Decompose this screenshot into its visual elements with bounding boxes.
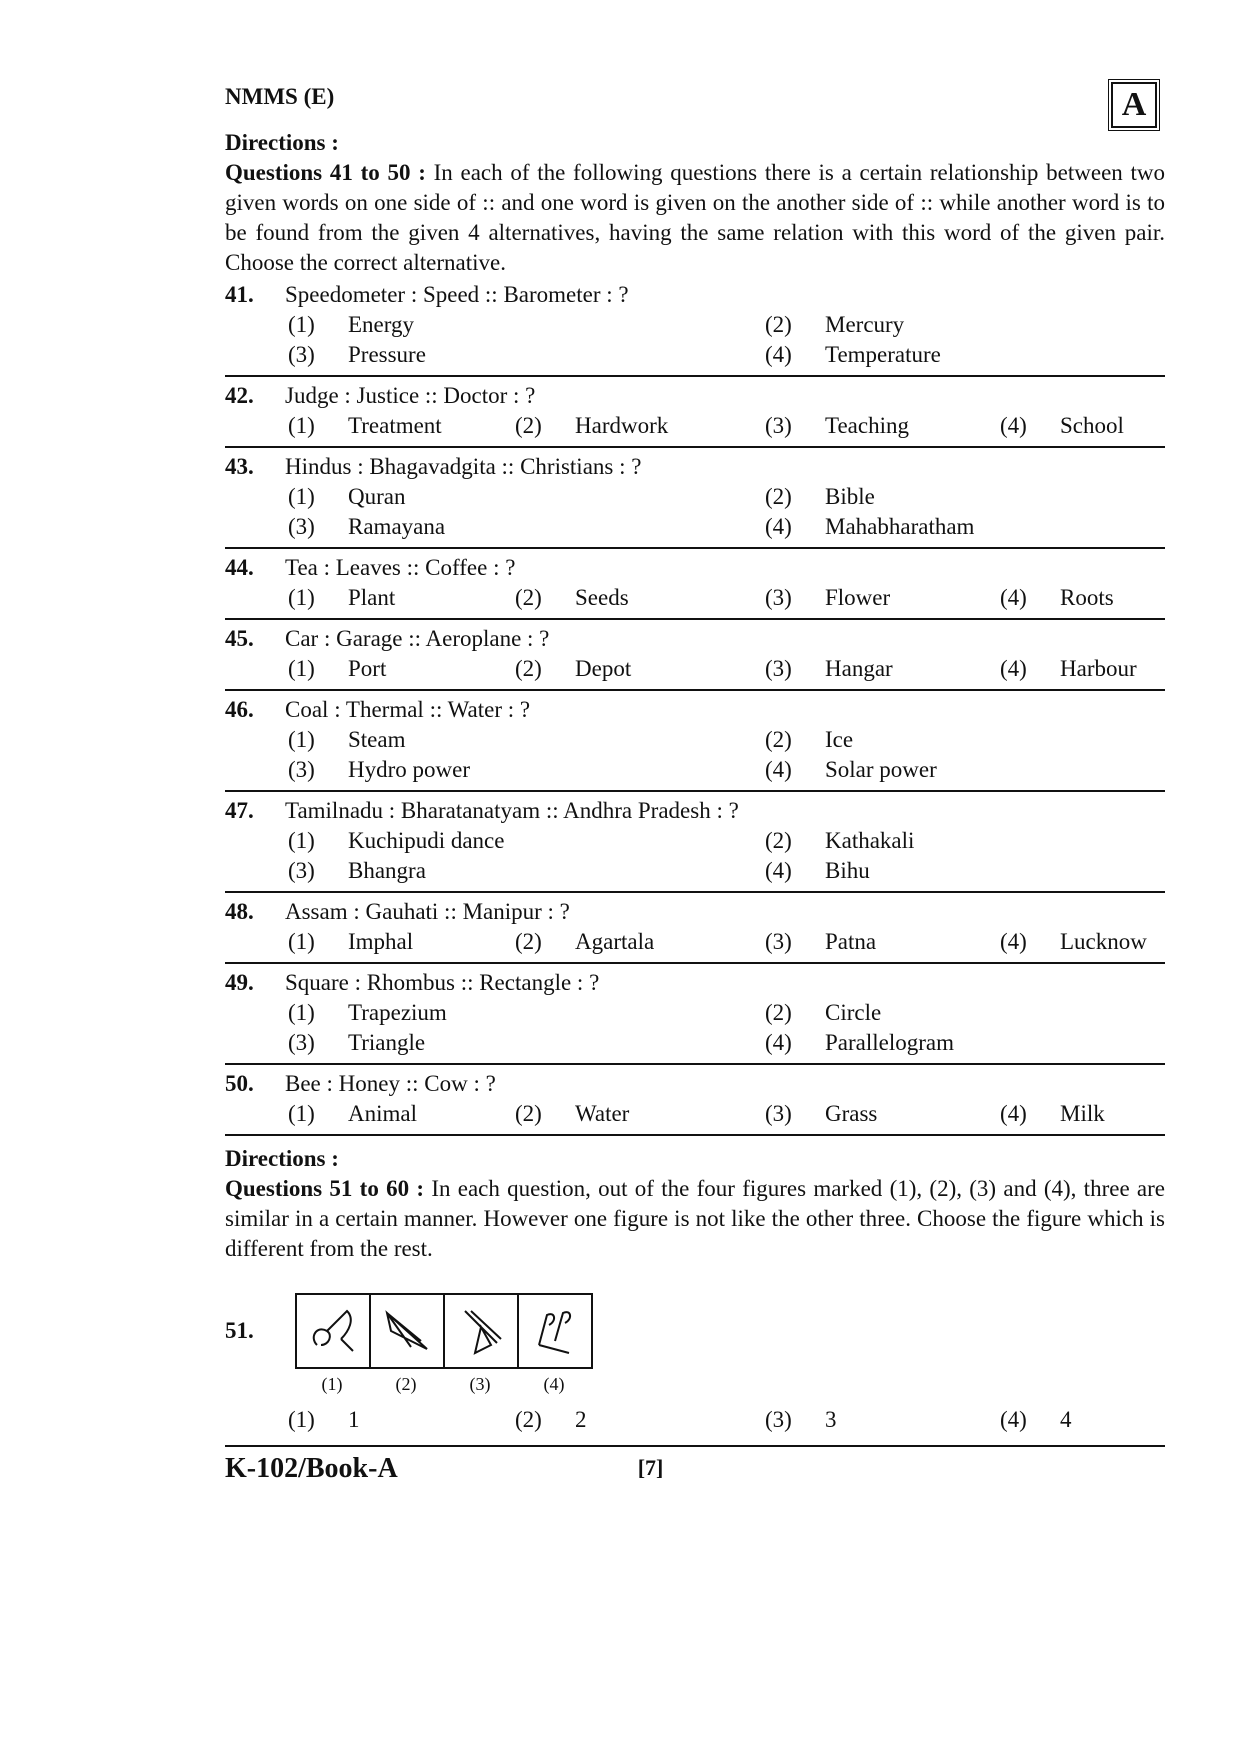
option-4[interactable]: (4) School <box>1000 413 1124 438</box>
option-1[interactable]: (1) Imphal <box>288 929 414 954</box>
figure-labels <box>295 1374 1165 1395</box>
option-1[interactable]: (1) Animal <box>288 1101 417 1126</box>
option-3[interactable]: (3) 3 <box>765 1407 837 1432</box>
figure-label: (4) <box>543 1374 565 1394</box>
question-43 <box>225 448 1165 549</box>
directions-range: Questions 41 to 50 : <box>225 160 426 185</box>
option-3[interactable]: (3) Bhangra <box>288 858 426 883</box>
directions-51-60 <box>225 1144 1165 1264</box>
option-2[interactable]: (2) Water <box>515 1101 630 1126</box>
option-1[interactable]: (1) Steam <box>288 727 406 752</box>
question-45 <box>225 620 1165 691</box>
option-2[interactable]: (2) Seeds <box>515 585 629 610</box>
page-header <box>225 78 1165 128</box>
option-1[interactable]: (1) Energy <box>288 312 415 337</box>
directions-41-50 <box>225 128 1165 278</box>
figure-label: (1) <box>321 1374 343 1394</box>
question-number: 44. <box>225 555 254 580</box>
question-number: 51. <box>225 1318 254 1343</box>
question-number: 42. <box>225 383 254 408</box>
question-number: 49. <box>225 970 254 995</box>
figure-3-drawing <box>451 1301 511 1361</box>
question-text: Coal : Thermal :: Water : ? <box>285 697 531 722</box>
paper-code: NMMS (E) <box>225 84 335 109</box>
figure-4-drawing <box>525 1301 585 1361</box>
option-1[interactable]: (1) Treatment <box>288 413 442 438</box>
directions-range: Questions 51 to 60 : <box>225 1176 425 1201</box>
question-text: Tamilnadu : Bharatanatyam :: Andhra Pradesh : ? <box>285 798 739 823</box>
question-text: Judge : Justice :: Doctor : ? <box>285 383 536 408</box>
option-3[interactable]: (3) Hydro power <box>288 757 470 782</box>
book-code: K-102/Book-A <box>225 1453 398 1484</box>
question-46 <box>225 691 1165 792</box>
question-44 <box>225 549 1165 620</box>
option-2[interactable]: (2) Depot <box>515 656 632 681</box>
figure-1[interactable] <box>297 1295 371 1367</box>
question-text: Square : Rhombus :: Rectangle : ? <box>285 970 600 995</box>
figure-label: (3) <box>469 1374 491 1394</box>
question-number: 47. <box>225 798 254 823</box>
question-51 <box>225 1292 1165 1447</box>
option-4[interactable]: (4) Parallelogram <box>765 1030 955 1055</box>
figure-label: (2) <box>395 1374 417 1394</box>
option-2[interactable]: (2) Mercury <box>765 312 905 337</box>
question-number: 43. <box>225 454 254 479</box>
option-1[interactable]: (1) Trapezium <box>288 1000 447 1025</box>
option-1[interactable]: (1) Quran <box>288 484 406 509</box>
question-42 <box>225 377 1165 448</box>
figure-4[interactable] <box>519 1295 591 1367</box>
question-50 <box>225 1065 1165 1136</box>
question-number: 41. <box>225 282 254 307</box>
option-1[interactable]: (1) Port <box>288 656 387 681</box>
option-4[interactable]: (4) Lucknow <box>1000 929 1147 954</box>
question-number: 46. <box>225 697 254 722</box>
directions-text <box>225 1174 1165 1264</box>
question-text: Hindus : Bhagavadgita :: Christians : ? <box>285 454 642 479</box>
option-4[interactable]: (4) 4 <box>1000 1407 1072 1432</box>
page-footer <box>225 1453 1165 1485</box>
figure-3[interactable] <box>445 1295 519 1367</box>
option-3[interactable]: (3) Teaching <box>765 413 909 438</box>
option-2[interactable]: (2) Bible <box>765 484 875 509</box>
page-number: [7] <box>637 1455 664 1480</box>
figure-2-drawing <box>377 1301 437 1361</box>
option-4[interactable]: (4) Temperature <box>765 342 941 367</box>
option-4[interactable]: (4) Harbour <box>1000 656 1137 681</box>
directions-text <box>225 158 1165 278</box>
option-3[interactable]: (3) Patna <box>765 929 877 954</box>
question-text: Bee : Honey :: Cow : ? <box>285 1071 496 1096</box>
figure-2[interactable] <box>371 1295 445 1367</box>
option-2[interactable]: (2) Agartala <box>515 929 655 954</box>
figure-1-drawing <box>303 1301 363 1361</box>
booklet-letter: A <box>1111 82 1157 128</box>
option-3[interactable]: (3) Hangar <box>765 656 893 681</box>
option-1[interactable]: (1) Plant <box>288 585 396 610</box>
directions-title: Directions : <box>225 130 339 155</box>
question-49 <box>225 964 1165 1065</box>
question-number: 45. <box>225 626 254 651</box>
option-1[interactable]: (1) Kuchipudi dance <box>288 828 505 853</box>
option-3[interactable]: (3) Pressure <box>288 342 426 367</box>
option-4[interactable]: (4) Solar power <box>765 757 937 782</box>
option-4[interactable]: (4) Roots <box>1000 585 1114 610</box>
directions-body: In each of the following questions there is a certain relationship between two given words on one side of :: and one word is given on the another side of :: while another word is to be found from the given 4 alternatives, having the same relation with this word of the given pair. Choose the correct alternative. <box>225 160 1166 275</box>
question-47 <box>225 792 1165 893</box>
option-2[interactable]: (2) Ice <box>765 727 854 752</box>
option-2[interactable]: (2) Hardwork <box>515 413 669 438</box>
option-4[interactable]: (4) Bihu <box>765 858 870 883</box>
question-number: 48. <box>225 899 254 924</box>
option-4[interactable]: (4) Milk <box>1000 1101 1105 1126</box>
option-2[interactable]: (2) 2 <box>515 1407 587 1432</box>
question-text: Tea : Leaves :: Coffee : ? <box>285 555 516 580</box>
question-text: Car : Garage :: Aeroplane : ? <box>285 626 550 651</box>
question-text: Assam : Gauhati :: Manipur : ? <box>285 899 570 924</box>
option-4[interactable]: (4) Mahabharatham <box>765 514 975 539</box>
question-number: 50. <box>225 1071 254 1096</box>
option-2[interactable]: (2) Circle <box>765 1000 882 1025</box>
question-text: Speedometer : Speed :: Barometer : ? <box>285 282 629 307</box>
exam-page <box>225 78 1165 1485</box>
figure-strip <box>295 1293 593 1369</box>
option-3[interactable]: (3) Ramayana <box>288 514 446 539</box>
option-3[interactable]: (3) Grass <box>765 1101 878 1126</box>
answer-options <box>225 1405 1165 1447</box>
option-3[interactable]: (3) Triangle <box>288 1030 426 1055</box>
question-41 <box>225 278 1165 377</box>
option-3[interactable]: (3) Flower <box>765 585 891 610</box>
directions-body: In each question, out of the four figures marked (1), (2), (3) and (4), three are similar in a certain manner. However one figure is not like the other three. Choose the figure which is different from the rest. <box>225 1176 1165 1261</box>
question-48 <box>225 893 1165 964</box>
directions-title: Directions : <box>225 1146 339 1171</box>
option-1[interactable]: (1) 1 <box>288 1407 360 1432</box>
option-2[interactable]: (2) Kathakali <box>765 828 915 853</box>
